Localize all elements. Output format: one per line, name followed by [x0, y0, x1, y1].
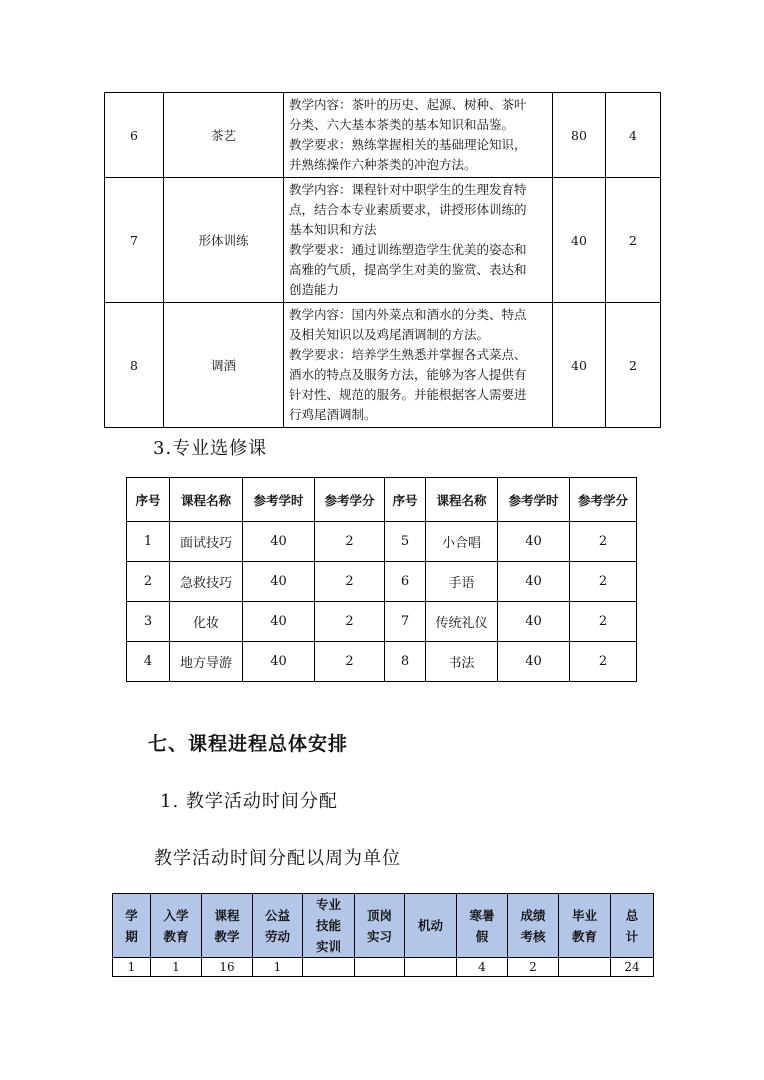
table-cell: 16 — [202, 958, 253, 977]
table-cell: 2 — [570, 602, 637, 642]
table-cell: 40 — [243, 522, 315, 562]
column-header — [151, 894, 202, 958]
description-line: 点，结合本专业素质要求，讲授形体训练的 — [289, 202, 527, 217]
header-line: 公益 — [264, 907, 290, 923]
table-row — [105, 178, 661, 303]
header-line: 计 — [625, 928, 639, 944]
column-header: 序号 — [385, 478, 426, 522]
table-cell: 40 — [243, 642, 315, 682]
column-header: 参考学分 — [315, 478, 385, 522]
table-cell: 2 — [315, 602, 385, 642]
table-cell: 2 — [315, 562, 385, 602]
table-cell: 2 — [315, 522, 385, 562]
table-cell: 书法 — [426, 642, 498, 682]
table-cell: 2 — [570, 642, 637, 682]
table-cell: 40 — [498, 642, 570, 682]
table-cell: 地方导游 — [170, 642, 243, 682]
table-cell: 40 — [498, 602, 570, 642]
column-header — [303, 894, 355, 958]
description-line: 教学要求：熟练掌握相关的基础理论知识， — [289, 137, 527, 152]
table-cell: 6 — [385, 562, 426, 602]
table-cell: 小合唱 — [426, 522, 498, 562]
table-cell — [303, 958, 355, 977]
course-number-cell: 8 — [105, 303, 164, 428]
course-credits-cell: 2 — [606, 178, 661, 303]
table-cell: 40 — [243, 602, 315, 642]
description-line: 高雅的气质，提高学生对美的鉴赏、表达和 — [289, 262, 527, 277]
description-line: 分类、六大基本茶类的基本知识和品鉴。 — [289, 117, 515, 132]
header-line: 考核 — [520, 928, 546, 944]
section-elective-title: 3.专业选修课 — [153, 438, 268, 459]
schedule-table — [112, 893, 654, 977]
table-cell: 4 — [127, 642, 170, 682]
table-cell: 1 — [253, 958, 303, 977]
chapter-title: 七、课程进程总体安排 — [148, 733, 349, 755]
description-line: 基本知识和方法 — [289, 222, 377, 237]
table-cell — [355, 958, 405, 977]
table-cell: 5 — [385, 522, 426, 562]
table-cell: 40 — [498, 562, 570, 602]
header-line: 入学 — [163, 907, 189, 923]
table-row — [105, 93, 661, 178]
table-cell: 40 — [498, 522, 570, 562]
table-cell — [405, 958, 457, 977]
course-number-cell: 7 — [105, 178, 164, 303]
unit-note: 教学活动时间分配以周为单位 — [154, 848, 401, 869]
column-header — [113, 894, 151, 958]
column-header: 参考学时 — [243, 478, 315, 522]
course-credits-cell: 4 — [606, 93, 661, 178]
column-header — [559, 894, 611, 958]
course-hours-cell: 80 — [553, 93, 606, 178]
header-line: 假 — [475, 928, 489, 944]
table-row — [127, 562, 637, 602]
column-header — [611, 894, 654, 958]
header-line: 实训 — [315, 939, 341, 954]
header-line: 成绩 — [520, 907, 546, 923]
table-row — [127, 642, 637, 682]
description-line: 教学要求：培养学生熟悉并掌握各式菜点、 — [289, 347, 527, 362]
table-cell: 2 — [570, 522, 637, 562]
description-line: 行鸡尾酒调制。 — [289, 407, 377, 422]
table-cell: 化妆 — [170, 602, 243, 642]
table-row — [127, 522, 637, 562]
description-line: 教学内容：课程针对中职学生的生理发育特 — [289, 182, 527, 197]
table-cell: 1 — [113, 958, 151, 977]
header-line: 实习 — [366, 928, 392, 944]
column-header: 参考学分 — [570, 478, 637, 522]
header-line: 期 — [125, 928, 138, 944]
course-name-cell: 形体训练 — [164, 178, 284, 303]
column-header — [457, 894, 508, 958]
table-row — [127, 602, 637, 642]
course-number-cell: 6 — [105, 93, 164, 178]
table-header-row — [113, 894, 654, 958]
course-hours-cell: 40 — [553, 303, 606, 428]
table-header-row — [127, 478, 637, 522]
course-description-cell — [284, 178, 553, 303]
course-hours-cell: 40 — [553, 178, 606, 303]
column-header: 序号 — [127, 478, 170, 522]
table-cell: 面试技巧 — [170, 522, 243, 562]
header-line: 学 — [125, 907, 138, 923]
column-header: 课程名称 — [426, 478, 498, 522]
header-line: 顶岗 — [366, 907, 392, 923]
description-line: 教学要求：通过训练塑造学生优美的姿态和 — [289, 242, 527, 257]
header-line: 寒暑 — [469, 907, 495, 923]
column-header — [253, 894, 303, 958]
table-cell: 24 — [611, 958, 654, 977]
header-line: 教学 — [214, 928, 240, 944]
column-header — [355, 894, 405, 958]
course-description-cell — [284, 303, 553, 428]
table-cell: 2 — [508, 958, 559, 977]
table-row — [113, 958, 654, 977]
table-cell: 手语 — [426, 562, 498, 602]
column-header: 参考学时 — [498, 478, 570, 522]
table-cell: 1 — [127, 522, 170, 562]
table-row — [105, 303, 661, 428]
description-line: 创造能力 — [289, 282, 340, 297]
table-cell: 传统礼仪 — [426, 602, 498, 642]
table-cell: 2 — [570, 562, 637, 602]
header-line: 课程 — [214, 907, 240, 923]
elective-course-table — [126, 477, 637, 682]
description-line: 教学内容：茶叶的历史、起源、树种、茶叶 — [289, 97, 527, 112]
table-cell: 7 — [385, 602, 426, 642]
header-line: 劳动 — [264, 928, 290, 944]
table-cell: 1 — [151, 958, 202, 977]
header-line: 专业 — [315, 897, 341, 912]
table-cell: 3 — [127, 602, 170, 642]
description-line: 酒水的特点及服务方法，能够为客人提供有 — [289, 367, 527, 382]
course-credits-cell: 2 — [606, 303, 661, 428]
course-description-cell — [284, 93, 553, 178]
course-name-cell: 茶艺 — [164, 93, 284, 178]
column-header — [202, 894, 253, 958]
description-line: 教学内容：国内外菜点和酒水的分类、特点 — [289, 307, 527, 322]
table-cell — [559, 958, 611, 977]
core-course-table — [104, 92, 661, 428]
header-line: 机动 — [417, 918, 443, 933]
table-cell: 40 — [243, 562, 315, 602]
course-name-cell: 调酒 — [164, 303, 284, 428]
header-line: 毕业 — [571, 907, 597, 923]
table-cell: 2 — [315, 642, 385, 682]
header-line: 教育 — [163, 928, 189, 944]
header-line: 总 — [625, 907, 639, 923]
table-cell: 急救技巧 — [170, 562, 243, 602]
table-cell: 2 — [127, 562, 170, 602]
description-line: 针对性、规范的服务。并能根据客人需要进 — [289, 387, 527, 402]
column-header: 课程名称 — [170, 478, 243, 522]
description-line: 及相关知识以及鸡尾酒调制的方法。 — [289, 327, 490, 342]
table-cell: 4 — [457, 958, 508, 977]
header-line: 教育 — [571, 928, 597, 944]
subsection-title: 1. 教学活动时间分配 — [160, 791, 338, 812]
description-line: 并熟练操作六种茶类的冲泡方法。 — [289, 157, 477, 172]
column-header — [405, 894, 457, 958]
header-line: 技能 — [315, 918, 341, 933]
column-header — [508, 894, 559, 958]
table-cell: 8 — [385, 642, 426, 682]
